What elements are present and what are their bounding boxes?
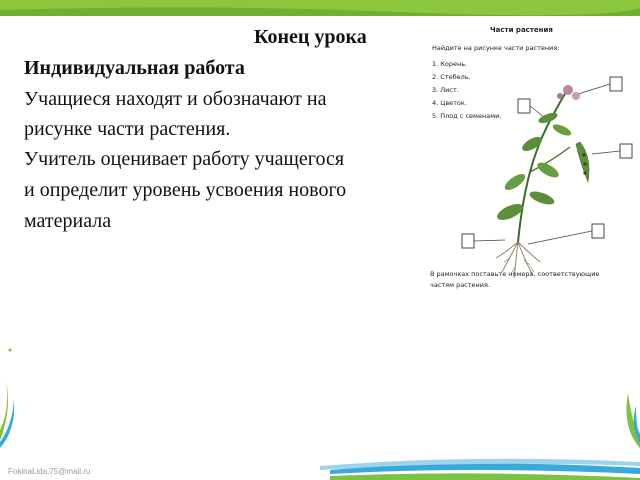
worksheet-footer-line-2: частям растения. [430,281,490,289]
part-item-1: 1. Корень. [432,60,468,68]
answer-box-4[interactable] [592,224,604,238]
plant-parts-worksheet [420,22,636,297]
worksheet-heading: Части растения [490,26,553,34]
part-item-4: 4. Цветок. [432,99,467,107]
worksheet-footer-line-1: В рамочках поставьте номера, соответствующие [430,270,600,278]
left-leaf-decoration [0,330,20,450]
body-line-4: и определит уровень усвоения нового [24,179,347,201]
body-line-3: Учитель оценивает работу учащегося [24,148,345,170]
answer-box-2[interactable] [518,99,530,113]
answer-box-1[interactable] [610,77,622,91]
top-decor-bar [0,0,640,16]
body-line-5: материала [24,210,112,232]
answer-box-5[interactable] [462,234,474,248]
author-credit: FokinaLida.75@mail.ru [8,467,91,476]
bottom-wave-decoration [0,440,640,480]
part-item-2: 2. Стебель. [432,73,471,81]
part-item-5: 5. Плод с семенами. [432,112,502,120]
body-line-2: рисунке части растения. [24,118,231,140]
slide-title: Конец урока [254,26,367,48]
part-item-3: 3. Лист. [432,86,459,94]
right-leaf-decoration [618,388,640,448]
plant-drawing [420,22,636,297]
answer-box-3[interactable] [620,144,632,158]
worksheet-instruction: Найдите на рисунке части растения: [432,44,560,52]
body-line-1: Учащиеся находят и обозначают на [24,88,327,110]
section-subtitle: Индивидуальная работа [24,57,245,79]
